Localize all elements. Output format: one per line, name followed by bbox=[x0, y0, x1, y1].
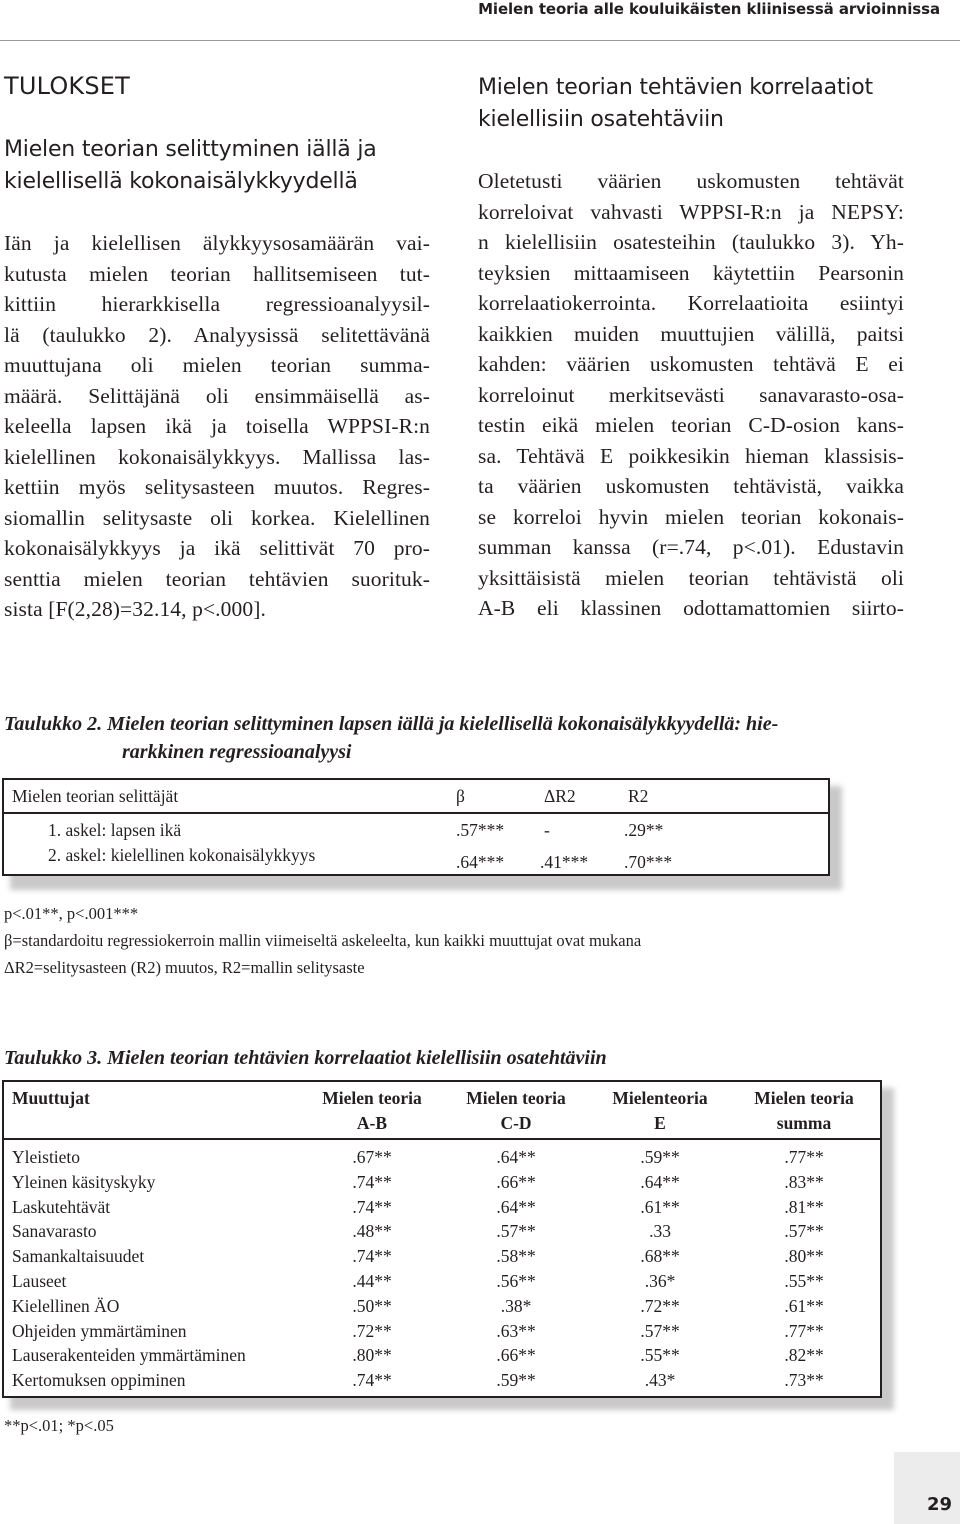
table3-row-label: Yleistieto bbox=[12, 1147, 81, 1167]
text-line: sista [F(2,28)=32.14, p<.000]. bbox=[4, 597, 266, 621]
table2-header-delta-r2: ΔR2 bbox=[544, 786, 576, 806]
page-number: 29 bbox=[926, 1494, 952, 1515]
table3-cell: .44** bbox=[352, 1271, 392, 1291]
table2-header-predictor: Mielen teorian selittäjät bbox=[12, 786, 179, 806]
subsection-heading-right bbox=[478, 72, 948, 136]
running-head: Mielen teoria alle kouluikäisten kliinisessä arvioinnissa bbox=[478, 0, 940, 18]
subheading-line: kielellisiin osatehtäviin bbox=[478, 107, 724, 132]
text-line: korrelaatiokerrointa. Korrelaatioita esiintyi bbox=[478, 291, 904, 315]
table3-row-label: Kertomuksen oppiminen bbox=[12, 1370, 186, 1391]
table3-header-cell: E bbox=[654, 1113, 666, 1133]
table3-cell: .66** bbox=[496, 1171, 536, 1192]
table3-cell: .48** bbox=[352, 1221, 392, 1242]
text-line: kahden: väärien uskomusten tehtävä E ei bbox=[478, 352, 904, 376]
text-line: siomallin selitysaste oli korkea. Kielellinen bbox=[4, 505, 430, 530]
table3-row-label: Lauseet bbox=[12, 1271, 67, 1291]
table3-header-divider bbox=[2, 1138, 882, 1140]
table2-notes bbox=[4, 900, 641, 981]
header-divider bbox=[0, 40, 960, 41]
table3-row-label: Ohjeiden ymmärtäminen bbox=[12, 1320, 187, 1341]
table3-cell: .72** bbox=[640, 1295, 680, 1316]
table3-cell: .55** bbox=[784, 1271, 824, 1291]
table3-cell: .61** bbox=[784, 1295, 824, 1316]
table3-header-cell: Muuttujat bbox=[12, 1088, 90, 1108]
table3-cell: .61** bbox=[640, 1196, 680, 1217]
text-line: määrä. Selittäjänä oli ensimmäisellä as- bbox=[4, 383, 430, 408]
table3-cell: .80** bbox=[352, 1345, 392, 1366]
text-line: kittiin hierarkkisella regressioanalyysil- bbox=[4, 292, 430, 316]
text-line: kielellinen kokonaisälykkyys. Mallissa las- bbox=[4, 444, 430, 469]
table3-cell: .43* bbox=[644, 1370, 676, 1391]
table3-cell: .58** bbox=[496, 1246, 536, 1267]
table3-cell: .73** bbox=[784, 1370, 824, 1391]
table3-cell: .74** bbox=[352, 1171, 392, 1192]
table3-cell: .33 bbox=[649, 1221, 671, 1242]
table3-row-label: Sanavarasto bbox=[12, 1221, 97, 1242]
table3-cell: .64** bbox=[496, 1196, 536, 1217]
text-line: teyksien mittaamiseen käytettiin Pearsonin bbox=[478, 260, 904, 285]
text-line: Oletetusti väärien uskomusten tehtävät bbox=[478, 169, 904, 193]
table3-cell: .55** bbox=[640, 1345, 680, 1366]
table3-cell: .59** bbox=[640, 1147, 680, 1167]
left-column-paragraph bbox=[4, 228, 430, 625]
table3-row-label: Lauserakenteiden ymmärtäminen bbox=[12, 1345, 246, 1366]
table3-cell: .82** bbox=[784, 1345, 824, 1366]
text-line: Iän ja kielellisen älykkyysosamäärän vai- bbox=[4, 231, 430, 255]
table3-cell: .63** bbox=[496, 1320, 536, 1341]
table3-header-cell: summa bbox=[776, 1113, 832, 1133]
table3-header-cell: Mielen teoria bbox=[466, 1088, 566, 1108]
text-line: n kielellisiin osatesteihin (taulukko 3). Yh- bbox=[478, 230, 904, 254]
table2-header-divider bbox=[2, 812, 830, 814]
subheading-line: kielellisellä kokonaisälykkyydellä bbox=[4, 169, 358, 194]
table2-caption bbox=[4, 710, 924, 766]
table3-cell: .66** bbox=[496, 1345, 536, 1366]
text-line: sa. Tehtävä E poikkesikin hieman klassisis- bbox=[478, 443, 904, 468]
table2-cell: 2. askel: kielellinen kokonaisälykkyys bbox=[48, 845, 316, 865]
text-line: kutusta mielen teorian hallitsemiseen tut- bbox=[4, 261, 430, 286]
table3-cell: .77** bbox=[784, 1147, 824, 1167]
table3-row-label: Yleinen käsityskyky bbox=[12, 1171, 156, 1192]
table3-header-cell: A-B bbox=[356, 1113, 388, 1133]
table3-cell: .68** bbox=[640, 1246, 680, 1267]
table2-cell: 1. askel: lapsen ikä bbox=[48, 820, 182, 840]
caption-line: rarkkinen regressioanalyysi bbox=[122, 741, 352, 763]
text-line: lä (taulukko 2). Analyysissä selitettävänä bbox=[4, 322, 430, 347]
text-line: se korreloi hyvin mielen teorian kokonais- bbox=[478, 504, 904, 529]
table3-caption: Taulukko 3. Mielen teorian tehtävien korrelaatiot kielellisiin osatehtäviin bbox=[4, 1047, 607, 1069]
table2-cell: .64*** bbox=[456, 852, 505, 872]
text-line: keleella lapsen ikä ja toisella WPPSI-R:n bbox=[4, 414, 430, 438]
table-note: p<.01**, p<.001*** bbox=[4, 904, 139, 923]
table3-cell: .57** bbox=[784, 1221, 824, 1242]
subheading-line: Mielen teorian tehtävien korrelaatiot bbox=[478, 75, 873, 100]
table3-header-cell: C-D bbox=[500, 1113, 532, 1133]
section-heading-results: TULOKSET bbox=[4, 72, 131, 100]
table3-cell: .83** bbox=[784, 1171, 824, 1192]
table3-header-cell: Mielenteoria bbox=[612, 1088, 708, 1108]
table2-cell: .29** bbox=[624, 820, 664, 840]
table2-header-r2: R2 bbox=[628, 786, 649, 806]
text-line: A-B eli klassinen odottamattomien siirto- bbox=[478, 596, 904, 620]
text-line: senttia mielen teorian tehtävien suorituk- bbox=[4, 566, 430, 591]
table3-cell: .56** bbox=[496, 1271, 536, 1291]
table3-cell: .36* bbox=[644, 1271, 676, 1291]
table3-cell: .57** bbox=[640, 1320, 680, 1341]
table3-cell: .64** bbox=[496, 1147, 536, 1167]
table3-note: **p<.01; *p<.05 bbox=[4, 1416, 114, 1435]
table3-header-cell: Mielen teoria bbox=[754, 1088, 854, 1108]
table3-cell: .50** bbox=[352, 1295, 392, 1316]
table3-cell: .81** bbox=[784, 1196, 824, 1217]
caption-line: Taulukko 2. Mielen teorian selittyminen lapsen iällä ja kielellisellä kokonaisälykkyydellä: hie- bbox=[4, 713, 779, 735]
table3-row-label: Samankaltaisuudet bbox=[12, 1246, 145, 1267]
table3-cell: .64** bbox=[640, 1171, 680, 1192]
text-line: yksittäisistä mielen teorian tehtävistä oli bbox=[478, 565, 904, 590]
table2-cell: - bbox=[544, 820, 550, 840]
text-line: summan kanssa (r=.74, p<.01). Edustavin bbox=[478, 535, 904, 559]
table3-cell: .74** bbox=[352, 1196, 392, 1217]
table2-cell: .41*** bbox=[540, 852, 589, 872]
table-note: ΔR2=selitysasteen (R2) muutos, R2=mallin selitysaste bbox=[4, 958, 365, 977]
table3-cell: .74** bbox=[352, 1370, 392, 1391]
subsection-heading-left bbox=[4, 134, 454, 198]
table-note: β=standardoitu regressiokerroin mallin viimeiseltä askeleelta, kun kaikki muuttujat ovat mukana bbox=[4, 931, 642, 950]
table3-cell: .77** bbox=[784, 1320, 824, 1341]
table3-cell: .38* bbox=[500, 1295, 532, 1316]
text-line: kaikkien muiden muuttujien välillä, paitsi bbox=[478, 321, 904, 346]
table3-cell: .59** bbox=[496, 1370, 536, 1391]
table2-cell: .57*** bbox=[456, 820, 505, 840]
table3-row-label: Laskutehtävät bbox=[12, 1196, 111, 1217]
table3-cell: .67** bbox=[352, 1147, 392, 1167]
table2-cell: .70*** bbox=[624, 852, 673, 872]
right-column-paragraph bbox=[478, 166, 904, 624]
table3-row-label: Kielellinen ÄO bbox=[12, 1295, 120, 1316]
text-line: testin eikä mielen teorian C-D-osion kans- bbox=[478, 413, 904, 437]
table3-cell: .80** bbox=[784, 1246, 824, 1267]
text-line: korreloinut merkitsevästi sanavarasto-osa- bbox=[478, 382, 904, 407]
text-line: ta väärien uskomusten tehtävistä, vaikka bbox=[478, 474, 904, 498]
text-line: muuttujana oli mielen teorian summa- bbox=[4, 353, 430, 377]
table3-header-cell: Mielen teoria bbox=[322, 1088, 422, 1108]
table3-cell: .57** bbox=[496, 1221, 536, 1242]
subheading-line: Mielen teorian selittyminen iällä ja bbox=[4, 137, 377, 162]
table3-cell: .72** bbox=[352, 1320, 392, 1341]
table2-header-beta: β bbox=[456, 786, 465, 806]
text-line: korreloivat vahvasti WPPSI-R:n ja NEPSY: bbox=[478, 199, 904, 224]
text-line: kokonaisälykkyys ja ikä selittivät 70 pro- bbox=[4, 536, 430, 560]
text-line: kettiin myös selitysasteen muutos. Regres- bbox=[4, 475, 430, 499]
table3-cell: .74** bbox=[352, 1246, 392, 1267]
